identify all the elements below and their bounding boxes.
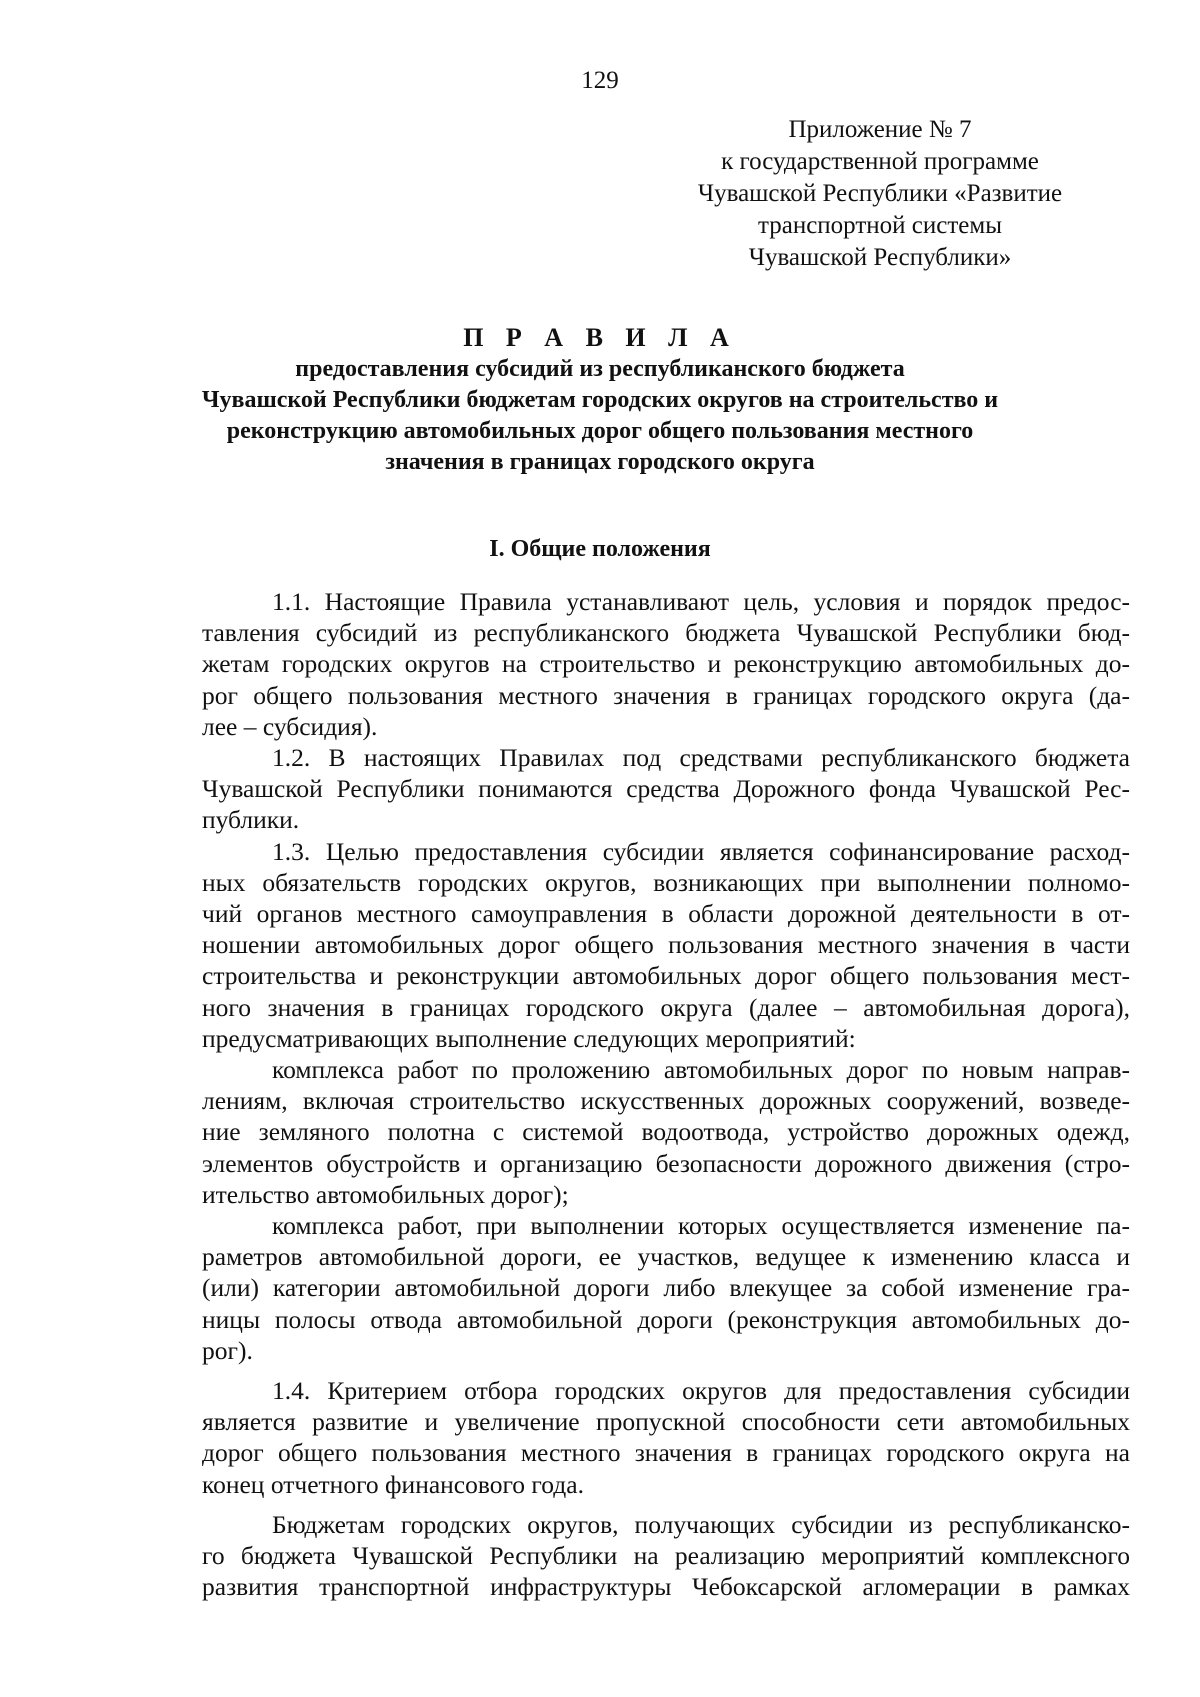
paragraph-line: ношении автомобильных дорог общего пользования местного значения в части: [202, 930, 1130, 960]
document-body: [202, 586, 1130, 1603]
paragraph-line: раметров автомобильной дороги, ее участков, ведущее к изменению класса и: [202, 1242, 1130, 1272]
appendix-line: Приложение № 7: [788, 116, 972, 143]
paragraph: [202, 1375, 1130, 1500]
appendix-line: транспортной системы: [758, 212, 1002, 239]
paragraph-line: рог общего пользования местного значения в границах городского округа (да-: [202, 680, 1130, 710]
paragraph-line: строительства и реконструкции автомобильных дорог общего пользования мест-: [202, 961, 1130, 991]
document-subtitle: [100, 354, 1100, 478]
paragraph-line: 1.3. Целью предоставления субсидии является софинансирование расход-: [272, 836, 1130, 866]
paragraph-line: комплекса работ по проложению автомобильных дорог по новым направ-: [272, 1055, 1130, 1085]
paragraph-line: развития транспортной инфраструктуры Чебоксарской агломерации в рамках: [202, 1572, 1130, 1602]
paragraph: [202, 1210, 1130, 1366]
paragraph-line: комплекса работ, при выполнении которых осуществляется изменение па-: [272, 1211, 1130, 1241]
paragraph-line: является развитие и увеличение пропускной способности сети автомобильных: [202, 1407, 1130, 1437]
paragraph-line: лениям, включая строительство искусственных дорожных сооружений, возведе-: [202, 1086, 1130, 1116]
paragraph-line: Бюджетам городских округов, получающих субсидии из республиканско-: [272, 1509, 1130, 1539]
paragraph-line: ных обязательств городских округов, возникающих при выполнении полномо-: [202, 867, 1130, 897]
appendix-line: к государственной программе: [721, 148, 1039, 175]
paragraph: [202, 1509, 1130, 1603]
paragraph: [202, 742, 1130, 836]
subtitle-line: значения в границах городского округа: [385, 449, 815, 475]
paragraph-line: 1.4. Критерием отбора городских округов для предоставления субсидии: [272, 1376, 1130, 1406]
paragraph-line: (или) категории автомобильной дороги либо влекущее за собой изменение гра-: [202, 1273, 1130, 1303]
subtitle-line: Чувашской Республики бюджетам городских округов на строительство и: [201, 387, 999, 413]
subtitle-line: предоставления субсидий из республиканского бюджета: [295, 356, 905, 382]
paragraph-line: тавления субсидий из республиканского бюджета Чувашской Республики бюд-: [202, 618, 1130, 648]
document-title-block: [100, 322, 1100, 478]
paragraph-line: лее – субсидия).: [202, 711, 378, 741]
paragraph-line: ительство автомобильных дорог);: [202, 1179, 569, 1209]
subtitle-line: реконструкцию автомобильных дорог общего пользования местного: [226, 418, 974, 444]
paragraph-line: го бюджета Чувашской Республики на реализацию мероприятий комплексного: [202, 1541, 1130, 1571]
paragraph: [202, 586, 1130, 742]
paragraph-line: конец отчетного финансового года.: [202, 1469, 584, 1499]
paragraph-line: 1.1. Настоящие Правила устанавливают цель, условия и порядок предос-: [272, 587, 1130, 616]
paragraph-line: ние земляного полотна с системой водоотвода, устройство дорожных одежд,: [202, 1117, 1130, 1147]
paragraph-line: Чувашской Республики понимаются средства Дорожного фонда Чувашской Рес-: [202, 774, 1130, 804]
paragraph-line: предусматривающих выполнение следующих мероприятий:: [202, 1023, 856, 1053]
paragraph: [202, 836, 1130, 1054]
paragraph-line: дорог общего пользования местного значения в границах городского округа на: [202, 1438, 1130, 1468]
paragraph-line: чий органов местного самоуправления в области дорожной деятельности в от-: [202, 899, 1130, 929]
paragraph-line: рог).: [202, 1335, 253, 1365]
paragraph-line: 1.2. В настоящих Правилах под средствами республиканского бюджета: [272, 743, 1130, 773]
section-heading: I. Общие положения: [489, 536, 711, 562]
paragraph: [202, 1054, 1130, 1210]
paragraph-line: публики.: [202, 805, 300, 835]
paragraph-line: ницы полосы отвода автомобильной дороги (реконструкция автомобильных до-: [202, 1304, 1130, 1334]
paragraph-line: ного значения в границах городского округа (далее – автомобильная дорога),: [202, 992, 1130, 1022]
appendix-note: [690, 114, 1070, 274]
paragraph-line: элементов обустройств и организацию безопасности дорожного движения (стро-: [202, 1148, 1130, 1178]
appendix-line: Чувашской Республики «Развитие: [697, 180, 1063, 207]
document-title: П Р А В И Л А: [463, 323, 737, 352]
appendix-line: Чувашской Республики»: [748, 244, 1012, 271]
page-number: 129: [581, 67, 619, 94]
paragraph-line: жетам городских округов на строительство и реконструкцию автомобильных до-: [202, 649, 1130, 679]
